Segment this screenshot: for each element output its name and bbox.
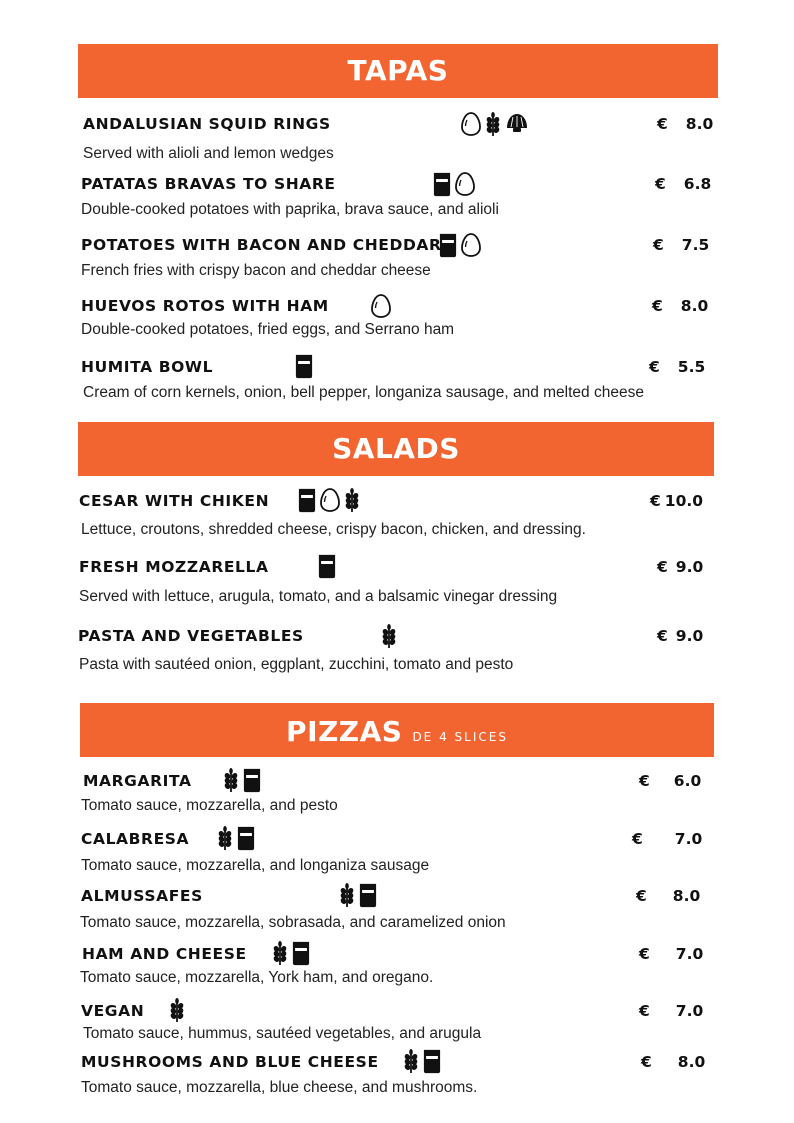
currency-symbol: € — [650, 492, 661, 510]
allergen-icons — [438, 232, 482, 258]
allergen-icons — [222, 767, 262, 793]
allergen-icons — [168, 997, 186, 1023]
dairy-icon — [294, 353, 314, 379]
item-name: CALABRESA — [81, 830, 190, 848]
price-value: 5.5 — [677, 358, 706, 376]
allergen-icons — [460, 111, 530, 137]
price-value: 9.0 — [675, 627, 704, 645]
item-price — [652, 297, 708, 315]
allergen-icons — [317, 553, 337, 579]
dairy-icon — [236, 825, 256, 851]
currency-symbol: € — [639, 1002, 650, 1020]
currency-symbol: € — [639, 945, 650, 963]
item-description: Tomato sauce, mozzarella, blue cheese, and mushrooms. — [81, 1079, 478, 1096]
dairy-icon — [432, 171, 452, 197]
salads-banner — [78, 422, 714, 476]
egg-icon — [454, 171, 476, 197]
item-name: VEGAN — [81, 1002, 145, 1020]
gluten-icon — [484, 111, 502, 137]
section-title: PIZZAS — [286, 715, 403, 748]
section-title: TAPAS — [347, 54, 449, 87]
currency-symbol: € — [636, 887, 647, 905]
dairy-icon — [242, 767, 262, 793]
item-name: MUSHROOMS AND BLUE CHEESE — [81, 1053, 379, 1071]
gluten-icon — [271, 940, 289, 966]
item-name: ALMUSSAFES — [81, 887, 203, 905]
allergen-icons — [297, 487, 361, 513]
dairy-icon — [297, 487, 317, 513]
price-value: 8.0 — [677, 1053, 706, 1071]
item-price — [657, 627, 703, 645]
item-name: ANDALUSIAN SQUID RINGS — [83, 115, 331, 133]
item-price — [639, 772, 701, 790]
dairy-icon — [317, 553, 337, 579]
gluten-icon — [343, 487, 361, 513]
item-price — [639, 1002, 703, 1020]
price-value: 6.8 — [683, 175, 712, 193]
price-value: 10.0 — [664, 492, 704, 510]
currency-symbol: € — [632, 830, 643, 848]
allergen-icons — [380, 623, 398, 649]
currency-symbol: € — [657, 627, 668, 645]
dairy-icon — [291, 940, 311, 966]
item-price — [649, 358, 705, 376]
item-description: French fries with crispy bacon and cheddar cheese — [81, 262, 431, 279]
tapas-banner — [78, 44, 718, 98]
item-description: Tomato sauce, mozzarella, York ham, and oregano. — [80, 969, 434, 986]
item-name: PATATAS BRAVAS TO SHARE — [81, 175, 336, 193]
dairy-icon — [358, 882, 378, 908]
price-value: 8.0 — [672, 887, 701, 905]
item-price — [641, 1053, 705, 1071]
item-description: Lettuce, croutons, shredded cheese, crispy bacon, chicken, and dressing. — [81, 521, 586, 538]
item-description: Tomato sauce, hummus, sautéed vegetables, and arugula — [83, 1025, 482, 1042]
item-price — [657, 115, 713, 133]
currency-symbol: € — [657, 558, 668, 576]
item-price — [636, 887, 700, 905]
item-description: Pasta with sautéed onion, eggplant, zucchini, tomato and pesto — [79, 656, 514, 673]
gluten-icon — [338, 882, 356, 908]
currency-symbol: € — [649, 358, 660, 376]
currency-symbol: € — [641, 1053, 652, 1071]
price-value: 6.0 — [673, 772, 702, 790]
allergen-icons — [402, 1048, 442, 1074]
egg-icon — [370, 293, 392, 319]
item-price — [655, 175, 711, 193]
item-description: Served with alioli and lemon wedges — [83, 145, 334, 162]
item-price — [632, 830, 702, 848]
item-description: Double-cooked potatoes, fried eggs, and Serrano ham — [81, 321, 455, 338]
gluten-icon — [402, 1048, 420, 1074]
allergen-icons — [271, 940, 311, 966]
item-price — [650, 492, 703, 510]
price-value: 7.0 — [675, 945, 704, 963]
allergen-icons — [216, 825, 256, 851]
item-price — [653, 236, 709, 254]
egg-icon — [460, 232, 482, 258]
price-value: 7.5 — [681, 236, 710, 254]
price-value: 7.0 — [675, 1002, 704, 1020]
shellfish-icon — [504, 111, 530, 137]
item-name: CESAR WITH CHIKEN — [79, 492, 270, 510]
egg-icon — [319, 487, 341, 513]
gluten-icon — [216, 825, 234, 851]
item-price — [657, 558, 703, 576]
currency-symbol: € — [652, 297, 663, 315]
item-name: PASTA AND VEGETABLES — [78, 627, 304, 645]
section-subtitle: DE 4 SLICES — [412, 729, 508, 744]
dairy-icon — [422, 1048, 442, 1074]
egg-icon — [460, 111, 482, 137]
price-value: 7.0 — [674, 830, 703, 848]
item-description: Tomato sauce, mozzarella, and pesto — [81, 797, 338, 814]
allergen-icons — [432, 171, 476, 197]
item-name: FRESH MOZZARELLA — [79, 558, 269, 576]
item-description: Double-cooked potatoes with paprika, brava sauce, and alioli — [81, 201, 499, 218]
item-name: HUMITA BOWL — [81, 358, 214, 376]
allergen-icons — [370, 293, 392, 319]
gluten-icon — [168, 997, 186, 1023]
section-title: SALADS — [332, 432, 460, 465]
currency-symbol: € — [655, 175, 666, 193]
price-value: 8.0 — [680, 297, 709, 315]
dairy-icon — [438, 232, 458, 258]
item-name: MARGARITA — [83, 772, 192, 790]
item-description: Tomato sauce, mozzarella, and longaniza sausage — [81, 857, 430, 874]
price-value: 8.0 — [685, 115, 714, 133]
item-description: Served with lettuce, arugula, tomato, and a balsamic vinegar dressing — [79, 588, 558, 605]
currency-symbol: € — [639, 772, 650, 790]
price-value: 9.0 — [675, 558, 704, 576]
currency-symbol: € — [657, 115, 668, 133]
currency-symbol: € — [653, 236, 664, 254]
gluten-icon — [222, 767, 240, 793]
item-name: HUEVOS ROTOS WITH HAM — [81, 297, 329, 315]
item-description: Tomato sauce, mozzarella, sobrasada, and caramelized onion — [80, 914, 506, 931]
item-name: HAM AND CHEESE — [82, 945, 247, 963]
item-description: Cream of corn kernels, onion, bell pepper, longaniza sausage, and melted cheese — [83, 384, 644, 401]
allergen-icons — [338, 882, 378, 908]
allergen-icons — [294, 353, 314, 379]
item-price — [639, 945, 703, 963]
pizzas-banner — [80, 703, 714, 757]
item-name: POTATOES WITH BACON AND CHEDDAR — [81, 236, 442, 254]
gluten-icon — [380, 623, 398, 649]
